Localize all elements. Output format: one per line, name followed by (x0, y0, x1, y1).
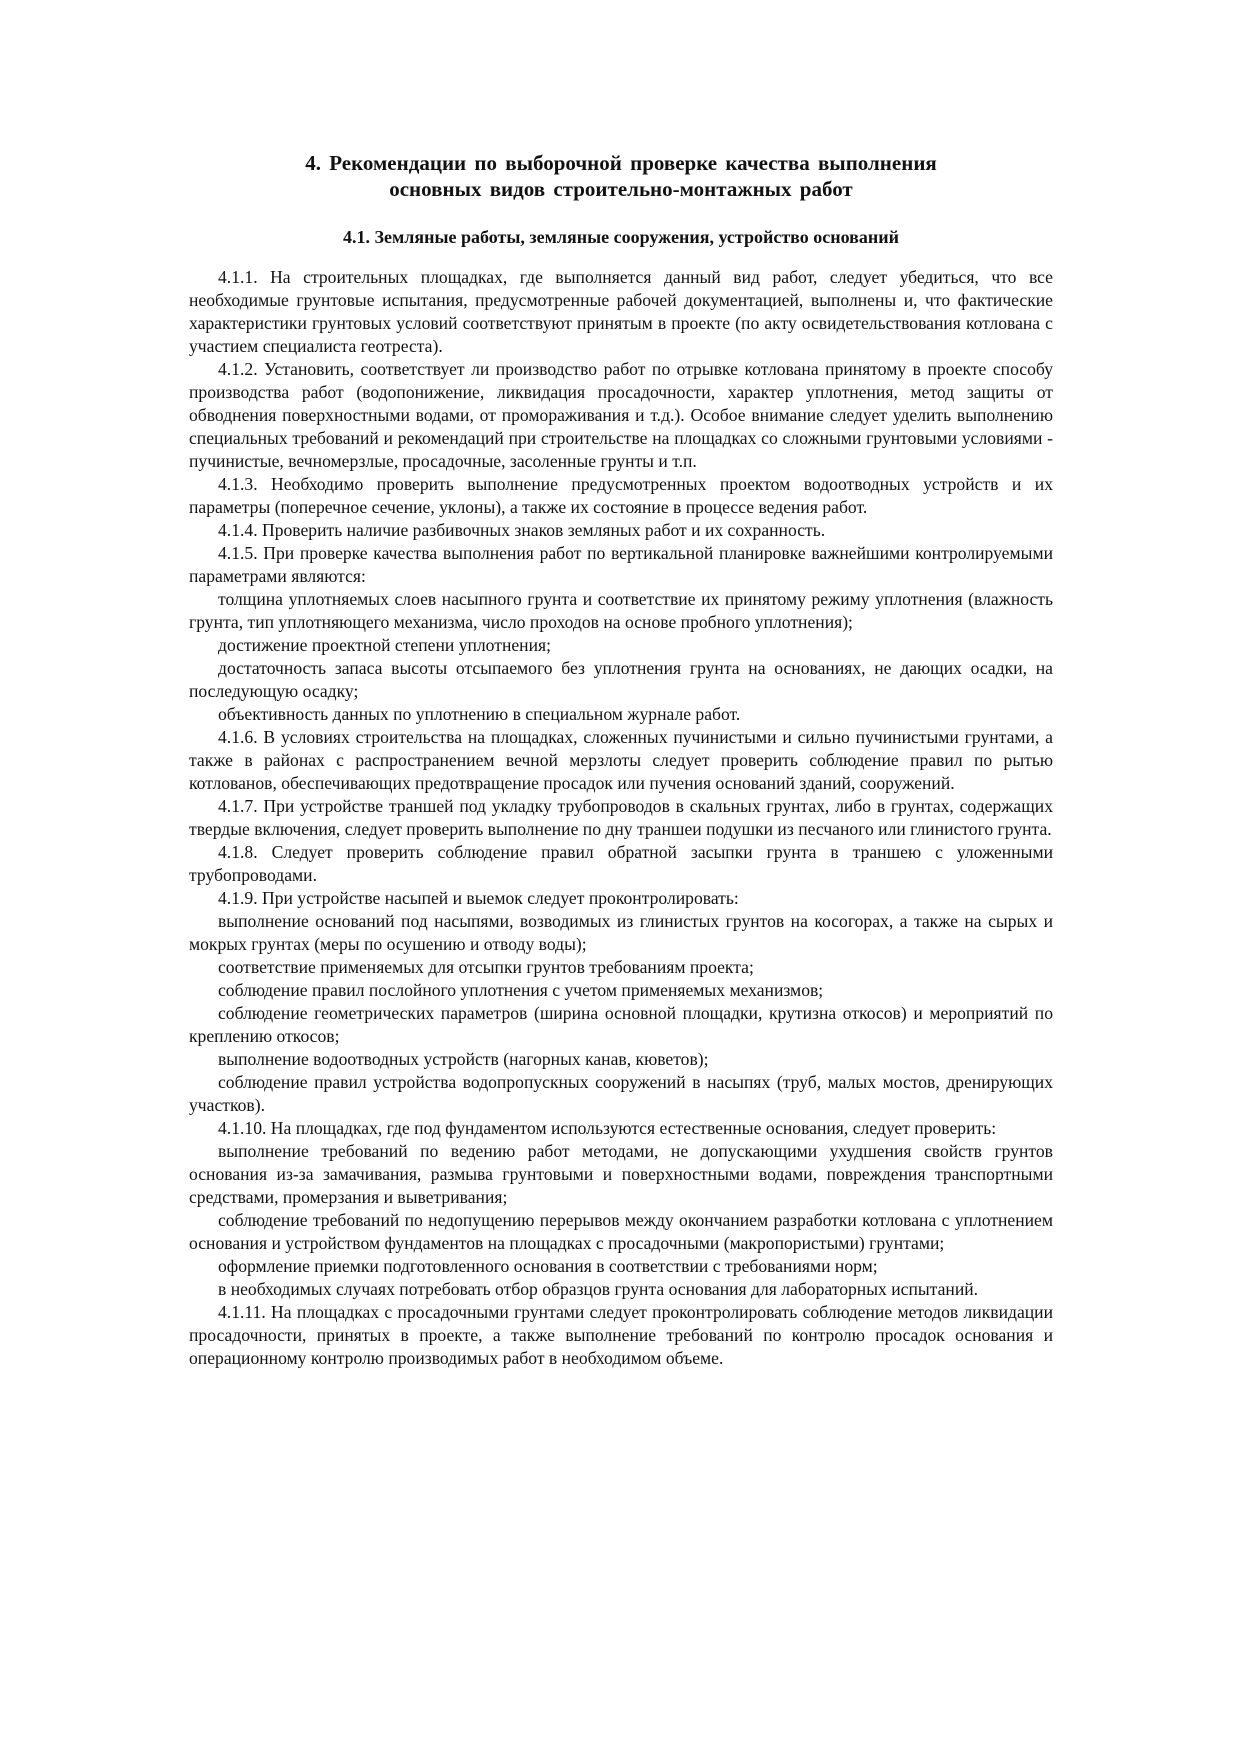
paragraph: соблюдение правил послойного уплотнения с учетом применяемых механизмов; (218, 980, 824, 1000)
paragraph: выполнение оснований под насыпями, возводимых из глинистых грунтов на косогорах, а также на сырых и мокрых грунтах (меры по осушению и отводу воды); (189, 911, 1053, 954)
paragraph: достижение проектной степени уплотнения; (218, 635, 551, 655)
paragraph: соответствие применяемых для отсыпки грунтов требованиям проекта; (218, 957, 754, 977)
subsection-title: 4.1. Земляные работы, земляные сооружения, устройство оснований (342, 227, 900, 247)
paragraph: толщина уплотняемых слоев насыпного грунта и соответствие их принятому режиму уплотнения (влажность грунта, тип уплотняющего механизма, число проходов на основе пробного уплотнения); (189, 589, 1053, 632)
paragraph: соблюдение правил устройства водопропускных сооружений в насыпях (труб, малых мостов, дренирующих участков). (189, 1072, 1053, 1115)
paragraph: 4.1.8. Следует проверить соблюдение правил обратной засыпки грунта в траншею с уложенными трубопроводами. (189, 842, 1053, 885)
paragraph: соблюдение геометрических параметров (ширина основной площадки, крутизна откосов) и мероприятий по креплению откосов; (189, 1003, 1053, 1046)
paragraph: 4.1.11. На площадках с просадочными грунтами следует проконтролировать соблюдение методов ликвидации просадочности, принятых в проекте, а также выполнение требований по контролю просадок основания и операционному контролю производимых работ в необходимом объеме. (189, 1302, 1053, 1368)
paragraph: соблюдение требований по недопущению перерывов между окончанием разработки котлована с уплотнением основания и устройством фундаментов на площадках с просадочными (макропористыми) грунтами; (189, 1210, 1053, 1253)
paragraph: оформление приемки подготовленного основания в соответствии с требованиями норм; (218, 1256, 878, 1276)
paragraph: 4.1.1. На строительных площадках, где выполняется данный вид работ, следует убедиться, что все необходимые грунтовые испытания, предусмотренные рабочей документацией, выполнены и, что фактические характеристики грунтовых условий соответствуют принятым в проекте (по акту освидетельствования котлована с участием специалиста геотреста). (189, 267, 1053, 356)
document-page (189, 150, 1053, 1370)
document-body (189, 266, 1053, 1370)
paragraph: объективность данных по уплотнению в специальном журнале работ. (218, 704, 741, 724)
paragraph: достаточность запаса высоты отсыпаемого без уплотнения грунта на основаниях, не дающих осадки, на последующую осадку; (189, 658, 1053, 701)
paragraph: 4.1.4. Проверить наличие разбивочных знаков земляных работ и их сохранность. (218, 520, 826, 540)
paragraph: 4.1.10. На площадках, где под фундаментом используются естественные основания, следует проверить: (218, 1118, 997, 1138)
section-title-line-2: основных видов строительно-монтажных работ (389, 177, 853, 201)
paragraph: 4.1.3. Необходимо проверить выполнение предусмотренных проектом водоотводных устройств и их параметры (поперечное сечение, уклоны), а также их состояние в процессе ведения работ. (189, 474, 1053, 517)
section-title-line-1: 4. Рекомендации по выборочной проверке качества выполнения (305, 151, 937, 175)
paragraph: выполнение водоотводных устройств (нагорных канав, кюветов); (218, 1049, 709, 1069)
paragraph: 4.1.2. Установить, соответствует ли производство работ по отрывке котлована принятому в проекте способу производства работ (водопонижение, ликвидация просадочности, характер уплотнения, метод защиты от обводнения поверхностными водами, от промораживания и т.д.). Особое внимание следует уделить выполнению специальных требований и рекомендаций при строительстве на площадках со сложными грунтовыми условиями - пучинистые, вечномерзлые, просадочные, засоленные грунты и т.п. (189, 359, 1053, 471)
paragraph: в необходимых случаях потребовать отбор образцов грунта основания для лабораторных испытаний. (218, 1279, 979, 1299)
paragraph: выполнение требований по ведению работ методами, не допускающими ухудшения свойств грунтов основания из-за замачивания, размыва грунтовыми и поверхностными водами, повреждения транспортными средствами, промерзания и выветривания; (189, 1141, 1053, 1207)
paragraph: 4.1.5. При проверке качества выполнения работ по вертикальной планировке важнейшими контролируемыми параметрами являются: (189, 543, 1053, 586)
section-title (189, 150, 1053, 202)
paragraph: 4.1.6. В условиях строительства на площадках, сложенных пучинистыми и сильно пучинистыми грунтами, а также в районах с распространением вечной мерзлоты следует проверить соблюдение правил по рытью котлованов, обеспечивающих предотвращение просадок или пучения оснований зданий, сооружений. (189, 727, 1053, 793)
paragraph: 4.1.7. При устройстве траншей под укладку трубопроводов в скальных грунтах, либо в грунтах, содержащих твердые включения, следует проверить выполнение по дну траншеи подушки из песчаного или глинистого грунта. (189, 796, 1053, 839)
paragraph: 4.1.9. При устройстве насыпей и выемок следует проконтролировать: (218, 888, 739, 908)
